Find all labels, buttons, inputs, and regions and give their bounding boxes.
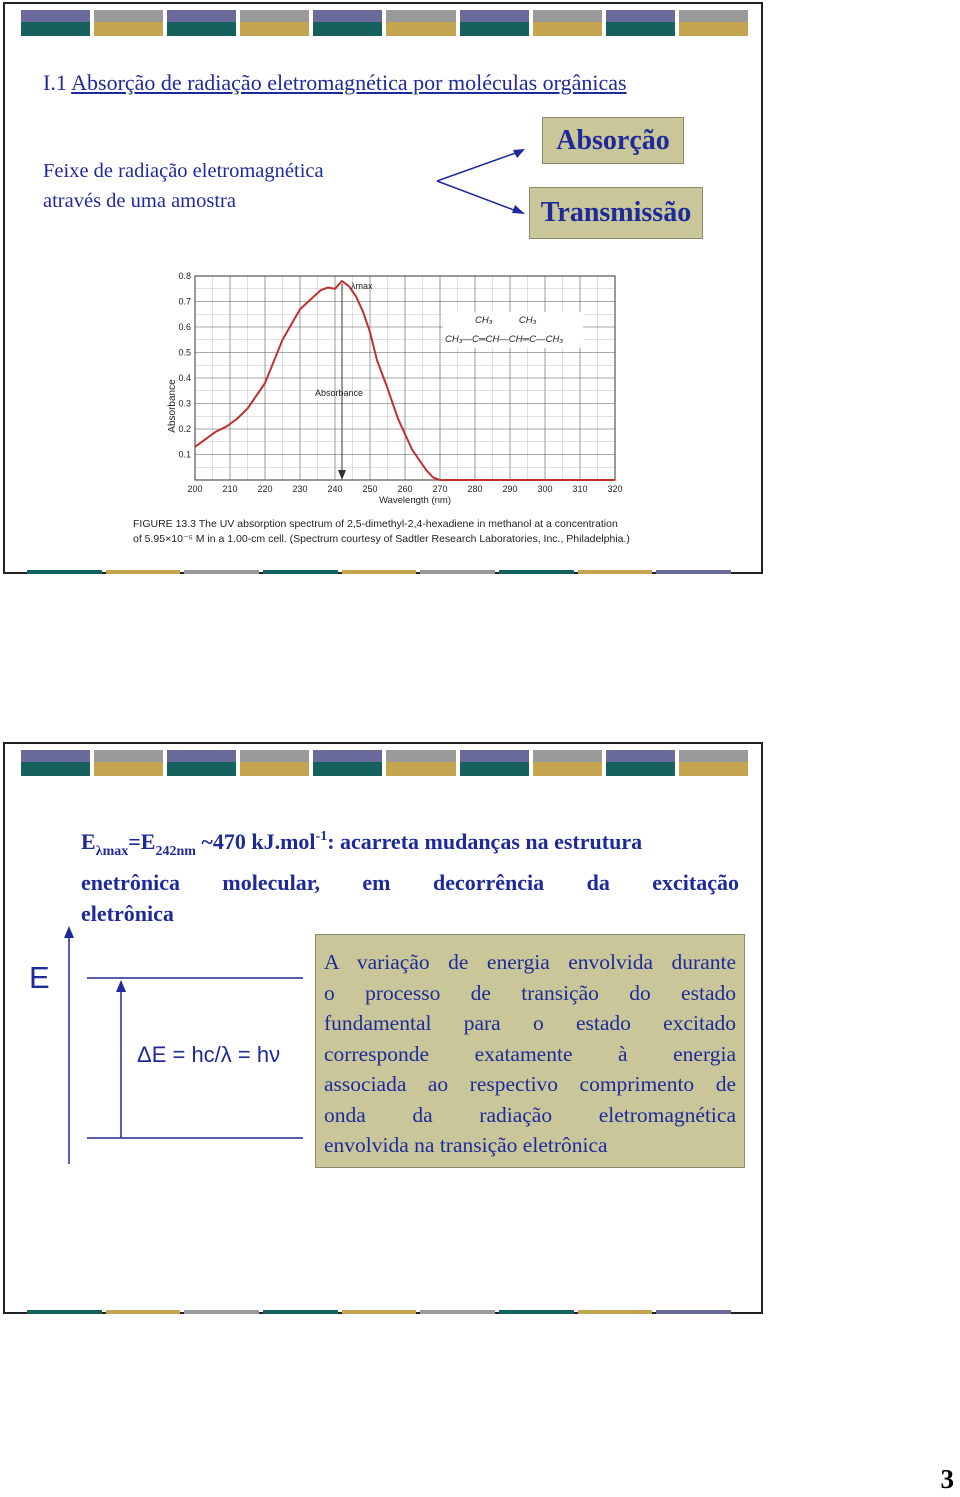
explanation-line-6: onda da radiação eletromagnética bbox=[324, 1102, 736, 1127]
x-tick-label-300: 300 bbox=[537, 484, 553, 494]
y-tick-label-0.2: 0.2 bbox=[178, 424, 191, 434]
statement-rest: : acarreta mudanças na estrutura bbox=[327, 829, 643, 854]
explanation-line-5: associada ao respectivo comprimento de bbox=[324, 1072, 736, 1096]
chart-x-ticks bbox=[187, 484, 622, 494]
chart-grid bbox=[195, 276, 615, 480]
slide-2 bbox=[3, 742, 763, 1314]
chart-y-label: Absorbance bbox=[167, 379, 178, 433]
chart-y-ticks bbox=[178, 271, 191, 460]
x-tick-label-200: 200 bbox=[187, 484, 203, 494]
header-band bbox=[21, 10, 748, 36]
explanation-line-1: A variação de energia envolvida durante bbox=[324, 950, 736, 974]
lambda-max-annotation: λmax bbox=[351, 281, 373, 291]
absorbance-annotation: Absorbance bbox=[315, 388, 364, 398]
energy-statement bbox=[81, 821, 739, 929]
x-tick-label-210: 210 bbox=[222, 484, 238, 494]
x-tick-label-320: 320 bbox=[607, 484, 623, 494]
explanation-line-7: envolvida na transição eletrônica bbox=[324, 1133, 608, 1157]
molecule-line-1: CH₃ CH₃ bbox=[475, 315, 537, 326]
molecule-line-2: CH₃—C═CH—CH═C—CH₃ bbox=[445, 334, 564, 345]
y-tick-label-0.5: 0.5 bbox=[178, 347, 191, 358]
lambda-max-arrowhead bbox=[338, 470, 346, 480]
x-tick-label-230: 230 bbox=[292, 484, 308, 494]
y-tick-label-0.8: 0.8 bbox=[178, 271, 191, 281]
E-symbol: E bbox=[81, 829, 96, 854]
footer-band bbox=[27, 570, 731, 574]
slide-1-title bbox=[43, 70, 627, 96]
equals-E: =E bbox=[128, 829, 156, 854]
uv-spectrum-chart bbox=[125, 266, 645, 516]
page-number: 3 bbox=[940, 1464, 954, 1494]
explanation-line-2: o processo de transição do estado bbox=[324, 980, 736, 1005]
energy-value: ~470 kJ.mol bbox=[195, 829, 316, 854]
unit-exponent: -1 bbox=[315, 829, 328, 844]
explanation-box bbox=[315, 934, 745, 1168]
x-tick-label-290: 290 bbox=[502, 484, 518, 494]
caption-line-1: FIGURE 13.3 The UV absorption spectrum of 2,5-dimethyl-2,4-hexadiene in methanol at a concentration bbox=[133, 518, 618, 530]
transmission-box: Transmissão bbox=[529, 187, 703, 239]
x-tick-label-280: 280 bbox=[467, 484, 483, 494]
statement-line-3: eletrônica bbox=[81, 901, 174, 926]
beam-line-2: através de uma amostra bbox=[43, 190, 236, 212]
split-arrows bbox=[433, 144, 533, 224]
chart-x-label: Wavelength (nm) bbox=[379, 495, 451, 506]
caption-line-2: of 5.95×10⁻⁵ M in a 1.00-cm cell. (Spectrum courtesy of Sadtler Research Laboratories, Inc., Philadelphia.) bbox=[133, 533, 630, 545]
x-tick-label-260: 260 bbox=[397, 484, 413, 494]
title-text: Absorção de radiação eletromagnética por moléculas orgânicas bbox=[71, 70, 627, 95]
y-tick-label-0.7: 0.7 bbox=[178, 296, 191, 307]
transition-arrowhead bbox=[116, 980, 126, 992]
absorption-box: Absorção bbox=[542, 117, 684, 164]
x-tick-label-310: 310 bbox=[572, 484, 588, 494]
y-tick-label-0.4: 0.4 bbox=[178, 373, 191, 383]
explanation-line-4: corresponde exatamente à energia bbox=[324, 1041, 736, 1066]
beam-line-1: Feixe de radiação eletromagnética bbox=[43, 160, 324, 182]
footer-band bbox=[27, 1310, 731, 1314]
title-number: I.1 bbox=[43, 70, 67, 95]
y-tick-label-0.1: 0.1 bbox=[178, 449, 191, 460]
242nm-subscript: 242nm bbox=[155, 844, 196, 859]
statement-line-2: enetrônica molecular, em decorrência da excitação bbox=[81, 870, 739, 895]
y-tick-label-0.6: 0.6 bbox=[178, 322, 191, 332]
header-band bbox=[21, 750, 748, 776]
x-tick-label-270: 270 bbox=[432, 484, 448, 494]
lambda-max-subscript: λmax bbox=[95, 844, 129, 859]
x-tick-label-250: 250 bbox=[362, 484, 378, 494]
energy-axis-label: E bbox=[29, 960, 50, 995]
molecule-structure bbox=[443, 312, 583, 348]
beam-description bbox=[43, 156, 324, 216]
slide-1 bbox=[3, 2, 763, 574]
x-tick-label-240: 240 bbox=[327, 484, 343, 494]
energy-axis-arrowhead bbox=[64, 926, 74, 938]
figure-caption bbox=[133, 517, 673, 547]
y-tick-label-0.3: 0.3 bbox=[178, 398, 191, 409]
x-tick-label-220: 220 bbox=[257, 484, 273, 494]
energy-formula: ΔE = hc/λ = hν bbox=[137, 1042, 281, 1067]
explanation-line-3: fundamental para o estado excitado bbox=[324, 1011, 736, 1035]
